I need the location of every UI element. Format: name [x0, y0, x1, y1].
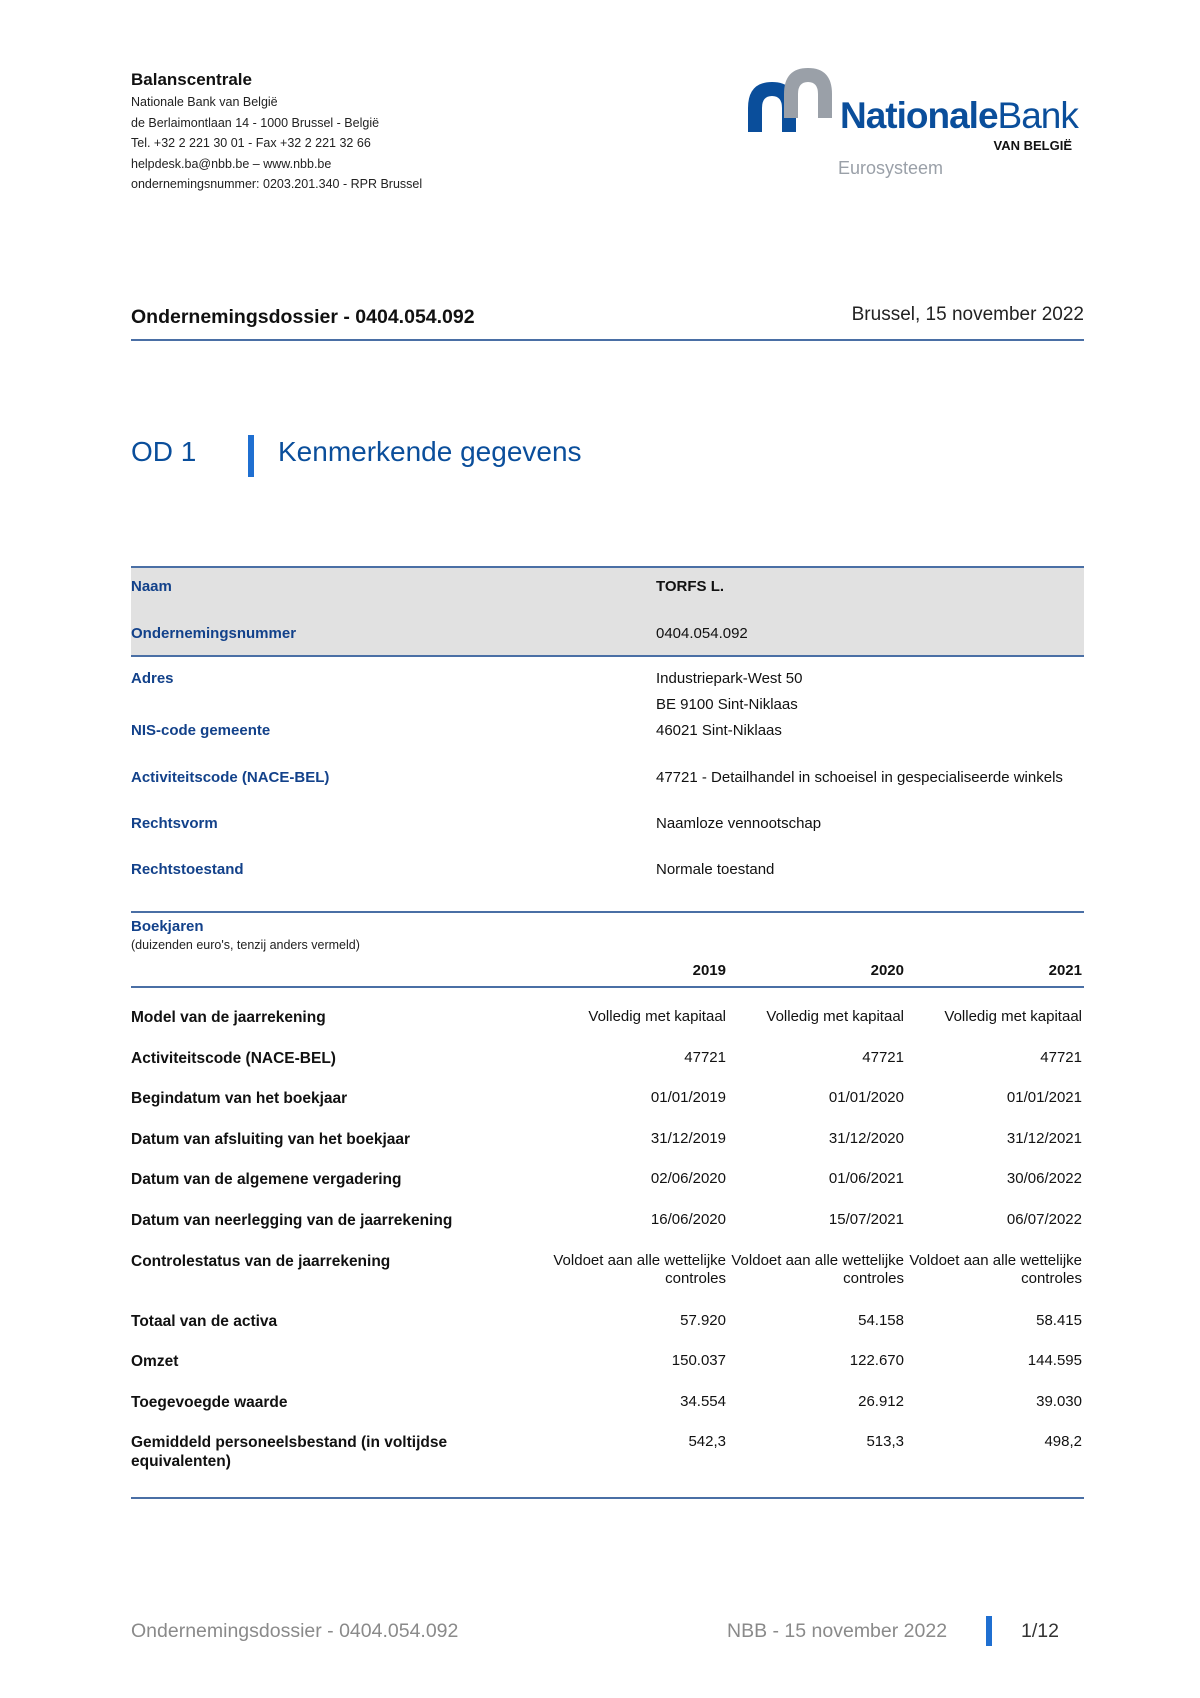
row-label: Toegevoegde waarde [131, 1394, 288, 1411]
org-line: Nationale Bank van België [131, 95, 278, 109]
divider [131, 339, 1084, 341]
table-cell: 01/06/2021 [828, 1170, 904, 1187]
table-cell: Voldoet aan alle wettelijke controles [553, 1252, 726, 1287]
table-cell: 57.920 [680, 1312, 726, 1329]
footer-bar [986, 1616, 992, 1646]
table-cell: 47721 [1040, 1049, 1082, 1066]
dossier-date: Brussel, 15 november 2022 [851, 304, 1084, 325]
nbb-logo [742, 68, 1082, 186]
rechtsvorm-label: Rechtsvorm [131, 815, 218, 832]
section-bar [248, 435, 254, 477]
adres-line-1: Industriepark-West 50 [656, 670, 803, 687]
boekjaren-subtitle: (duizenden euro's, tenzij anders vermeld) [131, 938, 360, 952]
nace-value: 47721 - Detailhandel in schoeisel in gespecialiseerde winkels [656, 769, 1063, 786]
year-header: 2019 [692, 962, 726, 979]
section-number: OD 1 [131, 436, 197, 467]
table-cell: 02/06/2020 [650, 1170, 726, 1187]
ondernemingsnummer-label: Ondernemingsnummer [131, 625, 297, 642]
footer-date: NBB - 15 november 2022 [727, 1620, 948, 1642]
naam-value: TORFS L. [656, 578, 725, 595]
svg-text:Eurosysteem: Eurosysteem [838, 158, 944, 178]
org-title: Balanscentrale [131, 70, 252, 89]
footer-dossier: Ondernemingsdossier - 0404.054.092 [131, 1620, 459, 1642]
row-label: Omzet [131, 1353, 179, 1370]
svg-text:VAN BELGIË: VAN BELGIË [993, 138, 1072, 153]
row-label: Datum van afsluiting van het boekjaar [131, 1131, 411, 1148]
table-cell: 31/12/2019 [650, 1130, 726, 1147]
row-label: Datum van de algemene vergadering [131, 1171, 402, 1188]
svg-text:NationaleBank: NationaleBank [840, 95, 1078, 136]
row-label: Totaal van de activa [131, 1313, 278, 1330]
table-cell: 34.554 [680, 1393, 726, 1410]
table-cell: 498,2 [1044, 1433, 1082, 1450]
rechtsvorm-value: Naamloze vennootschap [656, 815, 822, 832]
table-cell: 47721 [684, 1049, 726, 1066]
table-cell: 58.415 [1036, 1312, 1082, 1329]
adres-line-2: BE 9100 Sint-Niklaas [656, 696, 798, 713]
divider [131, 1497, 1084, 1499]
table-cell: Voldoet aan alle wettelijke controles [909, 1252, 1082, 1287]
rechtstoestand-label: Rechtstoestand [131, 861, 244, 878]
nis-value: 46021 Sint-Niklaas [656, 722, 782, 739]
table-cell: 06/07/2022 [1006, 1211, 1082, 1228]
nis-label: NIS-code gemeente [131, 722, 271, 739]
table-cell: 542,3 [688, 1433, 726, 1450]
table-cell: Voldoet aan alle wettelijke controles [731, 1252, 904, 1287]
table-cell: 31/12/2020 [828, 1130, 904, 1147]
org-line: helpdesk.ba@nbb.be – www.nbb.be [131, 156, 332, 171]
nace-label: Activiteitscode (NACE-BEL) [131, 769, 330, 786]
section-title: Kenmerkende gegevens [278, 436, 582, 467]
rechtstoestand-value: Normale toestand [656, 861, 775, 878]
row-label: Begindatum van het boekjaar [131, 1090, 348, 1107]
table-cell: 15/07/2021 [828, 1211, 904, 1228]
table-cell: 122.670 [849, 1352, 904, 1369]
table-cell: 54.158 [858, 1312, 904, 1329]
naam-label: Naam [131, 578, 172, 595]
table-cell: 30/06/2022 [1006, 1170, 1082, 1187]
table-cell: 513,3 [866, 1433, 904, 1450]
table-cell: Volledig met kapitaal [766, 1008, 904, 1025]
year-header: 2021 [1048, 962, 1082, 979]
table-cell: 01/01/2019 [650, 1089, 726, 1106]
boekjaren-title: Boekjaren [131, 918, 204, 935]
row-label: Gemiddeld personeelsbestand (in voltijdse equivalenten) [131, 1434, 448, 1470]
divider [131, 986, 1084, 988]
divider [131, 655, 1084, 657]
table-cell: 144.595 [1027, 1352, 1082, 1369]
table-cell: 16/06/2020 [650, 1211, 726, 1228]
table-cell: 26.912 [858, 1393, 904, 1410]
table-cell: Volledig met kapitaal [944, 1008, 1082, 1025]
table-cell: 39.030 [1036, 1393, 1082, 1410]
page-number: 1/12 [1021, 1620, 1059, 1642]
organisation-address-block [131, 68, 422, 195]
org-line: Tel. +32 2 221 30 01 - Fax +32 2 221 32 66 [131, 136, 371, 150]
row-label: Model van de jaarrekening [131, 1009, 326, 1026]
table-cell: Volledig met kapitaal [588, 1008, 726, 1025]
table-cell: 31/12/2021 [1006, 1130, 1082, 1147]
year-header: 2020 [870, 962, 904, 979]
table-cell: 150.037 [671, 1352, 726, 1369]
table-cell: 47721 [862, 1049, 904, 1066]
table-cell: 01/01/2021 [1006, 1089, 1082, 1106]
table-cell: 01/01/2020 [828, 1089, 904, 1106]
ondernemingsnummer-value: 0404.054.092 [656, 625, 748, 642]
nbb-logo-icon [742, 68, 1082, 186]
row-label: Datum van neerlegging van de jaarrekening [131, 1212, 453, 1229]
row-label: Controlestatus van de jaarrekening [131, 1253, 391, 1270]
dossier-title: Ondernemingsdossier - 0404.054.092 [131, 306, 475, 328]
row-label: Activiteitscode (NACE-BEL) [131, 1050, 336, 1067]
adres-label: Adres [131, 670, 174, 687]
org-line: de Berlaimontlaan 14 - 1000 Brussel - België [131, 115, 380, 130]
divider [131, 911, 1084, 913]
org-line: ondernemingsnummer: 0203.201.340 - RPR Brussel [131, 177, 423, 191]
